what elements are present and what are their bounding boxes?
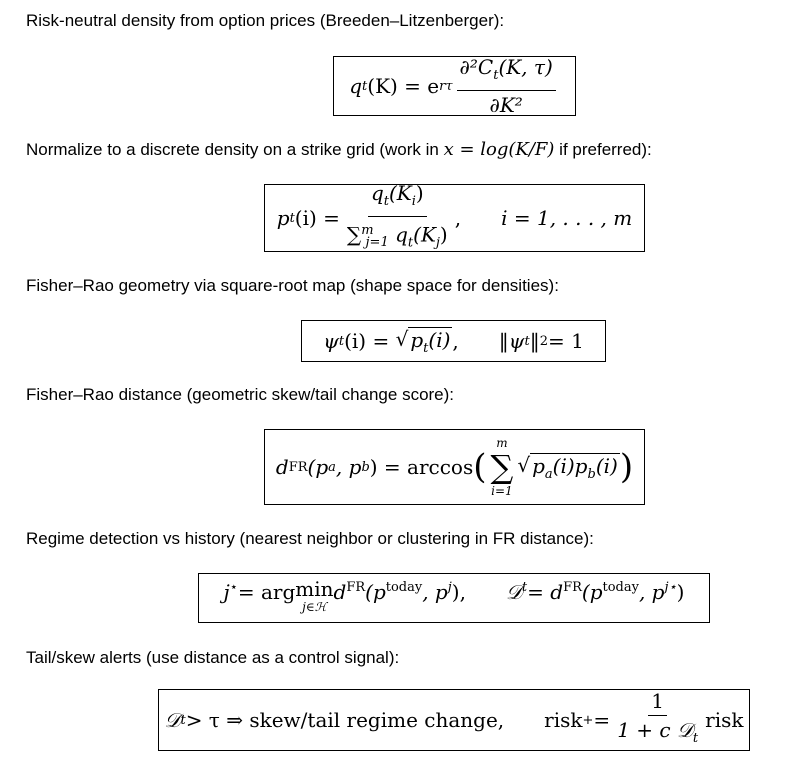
eq2-num: q	[370, 180, 384, 205]
eq4-sum-bottom: i=1	[491, 484, 513, 498]
eq5-min: min	[295, 577, 334, 601]
eq3-norm: ‖ψ	[498, 329, 525, 353]
eq1-den: ∂K²	[489, 93, 523, 117]
eq3-rad-sub: t	[423, 340, 429, 356]
eq5-pjs: , p	[638, 580, 665, 604]
eq4-lhs-comma: , p	[335, 455, 362, 479]
eq2-den-sum: ∑	[346, 222, 362, 247]
caption-normalize-math: x = log(K/F)	[443, 139, 555, 160]
eq5-d2-args: (p	[581, 580, 603, 604]
eq2-lhs: p	[276, 206, 290, 230]
eq1-fraction	[457, 55, 556, 117]
eq3-norm-close: ‖	[529, 329, 540, 353]
eq3-norm-eq: = 1	[547, 329, 584, 353]
eq2-num-args: (K	[388, 180, 412, 205]
caption-normalize	[26, 140, 652, 160]
eq3-rad: p	[410, 327, 424, 352]
eq4-lhs-sub: FR	[288, 459, 308, 475]
eq2-num-sub: t	[383, 193, 389, 209]
eq2-den-rest-sub2: j	[435, 235, 440, 251]
caption-fisher-rao-geometry: Fisher–Rao geometry via square-root map (shape space for densities):	[26, 276, 559, 295]
eq3-sqrt: √ $p_t(i)$	[395, 326, 451, 356]
eq6-condition: > τ ⇒ skew/tail regime change,	[185, 708, 505, 732]
eq2-range: i = 1, . . . , m	[501, 206, 633, 230]
eq2-den-sub: j=1	[365, 235, 389, 251]
eq5-argmin	[295, 577, 334, 616]
eq5-d: d	[333, 580, 347, 604]
eq5-close: ),	[451, 580, 466, 604]
eq4-rad-a: a	[544, 466, 553, 482]
eq6-den-sub: t	[692, 731, 699, 746]
eq5-today: today	[385, 580, 423, 595]
eq1-lhs: q	[349, 74, 363, 98]
eq5-d-args: (p	[365, 580, 386, 604]
eq3-comma: ,	[452, 329, 459, 353]
eq4-lhs-b: b	[361, 459, 370, 475]
eq3-rad-args: (i)	[428, 327, 451, 352]
eq5-eq2: = d	[527, 580, 564, 604]
eq5-pjs-sub: j⋆	[664, 580, 677, 595]
eq5-lhs: j	[223, 580, 230, 604]
eq4-rad: p	[532, 453, 545, 478]
eq2-den-close: )	[439, 222, 448, 247]
eq6-risk-sup: +	[582, 712, 594, 728]
eq5-pj: , p	[422, 580, 448, 604]
eq1-num-sub: t	[493, 68, 499, 83]
eq1-num: ∂²C	[459, 55, 494, 79]
eq2-num-sub2: i	[411, 193, 416, 209]
eq6-den-D: 𝒟	[676, 718, 693, 742]
eq4-lhs-close: ) = arccos	[369, 455, 474, 479]
eq5-close2: )	[676, 580, 685, 604]
eq4-right-paren: )	[619, 447, 634, 487]
eq5-d-sub: FR	[346, 580, 366, 595]
eq5-D-sub: t	[521, 580, 528, 595]
eq4-lhs-a: a	[328, 459, 336, 475]
caption-regime-detection: Regime detection vs history (nearest neighbor or clustering in FR distance):	[26, 529, 594, 548]
eq2-lhs-sub: t	[289, 210, 295, 226]
eq4-lhs-args: (p	[307, 455, 329, 479]
eq5-eq: = arg	[237, 580, 296, 604]
eq1-lhs-args: (K) = e	[367, 74, 440, 98]
eq2-den-rest: q	[388, 222, 408, 247]
eq4-sum	[491, 435, 514, 499]
eq6-den: 1 + c	[617, 718, 677, 742]
eq6-tail: risk	[705, 708, 744, 732]
caption-fisher-rao-distance: Fisher–Rao distance (geometric skew/tail change score):	[26, 385, 455, 404]
equation-square-root-map	[301, 320, 606, 362]
equation-regime-detection	[198, 573, 710, 623]
caption-normalize-pre: Normalize to a discrete density on a strike grid (work in	[26, 140, 444, 159]
caption-breeden-litzenberger: Risk-neutral density from option prices (Breeden–Litzenberger):	[26, 11, 505, 30]
eq1-exponent: rτ	[439, 78, 453, 94]
eq6-num: 1	[651, 689, 665, 713]
eq3-lhs-sub: t	[338, 333, 345, 349]
equation-risk-neutral-density	[333, 56, 576, 116]
eq2-fraction	[344, 181, 451, 256]
eq6-eq: =	[593, 708, 611, 732]
eq4-sum-top: m	[496, 436, 508, 450]
caption-tail-skew-alerts: Tail/skew alerts (use distance as a control signal):	[26, 648, 400, 667]
equation-tail-skew-alert	[158, 689, 750, 751]
eq4-rad-end: (i)	[595, 453, 618, 478]
eq3-norm-sub2: 2	[539, 333, 548, 349]
eq5-min-sub: j∈ℋ	[302, 600, 327, 614]
eq4-sqrt: √ $p_a(i)p_b(i)$	[517, 452, 618, 482]
eq6-D-sub: t	[180, 712, 186, 728]
eq3-lhs: ψ	[323, 329, 339, 353]
eq4-rad-b: b	[587, 466, 596, 482]
caption-normalize-post: if preferred):	[554, 140, 652, 159]
eq4-left-paren: (	[473, 447, 487, 487]
eq2-comma: ,	[454, 206, 462, 230]
eq5-D: 𝒟	[505, 580, 522, 604]
eq4-sum-symbol: ∑	[490, 448, 514, 486]
eq5-d2-sub: FR	[563, 580, 582, 595]
eq1-num-args: (K, τ)	[498, 55, 553, 79]
eq2-num-close: )	[415, 180, 424, 205]
eq2-den-rest-sub: t	[407, 235, 414, 251]
eq6-risk: risk	[544, 708, 583, 732]
eq5-pj-sub: j	[447, 580, 452, 595]
eq2-den-sup: m	[361, 222, 374, 238]
eq4-lhs: d	[275, 455, 289, 479]
eq4-rad-mid: (i)p	[552, 453, 588, 478]
eq6-D: 𝒟	[164, 708, 181, 732]
eq5-today2: today	[602, 580, 639, 595]
eq1-lhs-sub: t	[362, 78, 368, 94]
equation-fisher-rao-distance	[264, 429, 645, 505]
eq2-den-rest-args: (K	[413, 222, 436, 247]
eq3-lhs-args: (i) =	[344, 329, 390, 353]
eq6-fraction	[614, 689, 701, 751]
equation-discrete-density	[264, 180, 645, 252]
eq3-norm-sub: t	[524, 333, 530, 349]
eq2-lhs-args: (i) =	[294, 206, 340, 230]
eq5-lhs-sup: ⋆	[229, 580, 238, 595]
